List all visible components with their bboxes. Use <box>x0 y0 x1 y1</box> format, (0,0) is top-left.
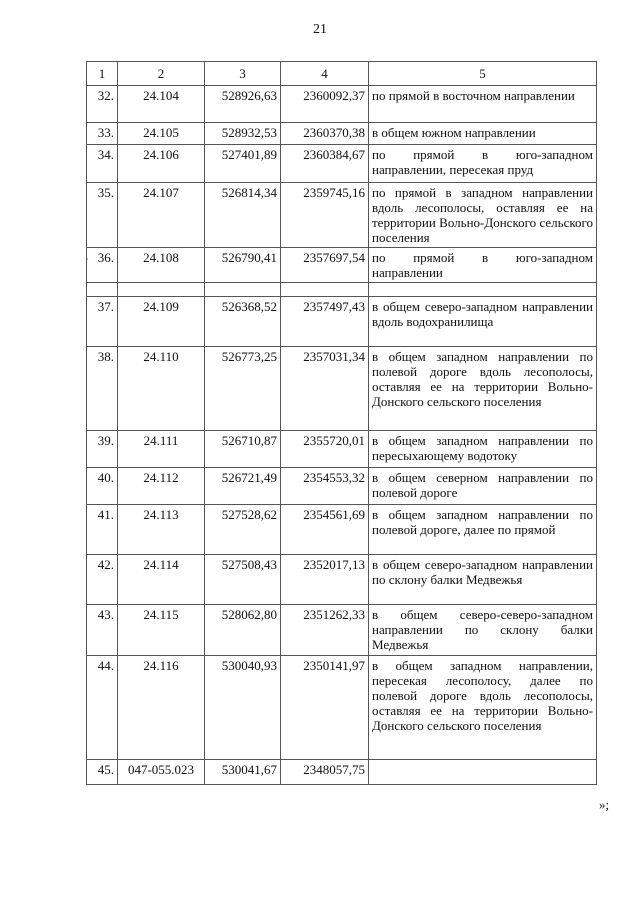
description-cell: в общем южном направлении <box>369 123 597 145</box>
point-id-cell: 24.115 <box>118 605 205 656</box>
table-row <box>87 248 597 283</box>
table-row <box>87 760 597 785</box>
description-cell: в общем северо-западном направлении по склону балки Медвежья <box>369 555 597 605</box>
table-row <box>87 86 597 123</box>
x-coordinate-cell: 527528,62 <box>205 505 281 555</box>
row-number-cell: 38. <box>87 347 118 431</box>
x-coordinate-cell: 528062,80 <box>205 605 281 656</box>
x-coordinate-cell: 526368,52 <box>205 297 281 347</box>
x-coordinate-cell: 528926,63 <box>205 86 281 123</box>
description-cell: в общем западном направлении по пересыхающему водотоку <box>369 431 597 468</box>
empty-cell <box>281 283 369 297</box>
description-cell: в общем западном направлении, пересекая лесополосу, далее по полевой дороге вдоль лесополосы, оставляя ее на территории Вольно-Донского сельского поселения <box>369 656 597 760</box>
description-cell: в общем северо-северо-западном направлении по склону балки Медвежья <box>369 605 597 656</box>
y-coordinate-cell: 2359745,16 <box>281 183 369 248</box>
x-coordinate-cell: 528932,53 <box>205 123 281 145</box>
header-cell: 1 <box>87 62 118 86</box>
y-coordinate-cell: 2348057,75 <box>281 760 369 785</box>
empty-cell <box>87 283 118 297</box>
y-coordinate-cell: 2354561,69 <box>281 505 369 555</box>
description-cell: в общем западном направлении по полевой дороге вдоль лесополосы, оставляя ее на территории Вольно-Донского сельского поселения <box>369 347 597 431</box>
table-row <box>87 145 597 183</box>
description-cell: в общем северо-западном направлении вдоль водохранилища <box>369 297 597 347</box>
row-number-cell: 34. <box>87 145 118 183</box>
header-cell: 4 <box>281 62 369 86</box>
y-coordinate-cell: 2355720,01 <box>281 431 369 468</box>
page-number: 21 <box>313 22 327 37</box>
row-number-cell: 44. <box>87 656 118 760</box>
point-id-cell: 24.104 <box>118 86 205 123</box>
row-number-cell: 41. <box>87 505 118 555</box>
y-coordinate-cell: 2357697,54 <box>281 248 369 283</box>
y-coordinate-cell: 2350141,97 <box>281 656 369 760</box>
description-cell <box>369 760 597 785</box>
point-id-cell: 24.111 <box>118 431 205 468</box>
point-id-cell: 24.113 <box>118 505 205 555</box>
y-coordinate-cell: 2360370,38 <box>281 123 369 145</box>
x-coordinate-cell: 530040,93 <box>205 656 281 760</box>
y-coordinate-cell: 2360384,67 <box>281 145 369 183</box>
point-id-cell: 24.106 <box>118 145 205 183</box>
spacer-row <box>87 283 597 297</box>
margin-mark: · <box>86 254 89 264</box>
description-cell: по прямой в западном направлении вдоль лесополосы, оставляя ее на территории Вольно-Донского сельского поселения <box>369 183 597 248</box>
y-coordinate-cell: 2357031,34 <box>281 347 369 431</box>
point-id-cell: 24.108 <box>118 248 205 283</box>
description-cell: по прямой в юго-западном направлении <box>369 248 597 283</box>
description-cell: в общем северном направлении по полевой дороге <box>369 468 597 505</box>
row-number-cell: 45. <box>87 760 118 785</box>
y-coordinate-cell: 2352017,13 <box>281 555 369 605</box>
header-cell: 5 <box>369 62 597 86</box>
point-id-cell: 047-055.023 <box>118 760 205 785</box>
y-coordinate-cell: 2354553,32 <box>281 468 369 505</box>
closing-quote-mark: »; <box>599 797 610 812</box>
x-coordinate-cell: 526721,49 <box>205 468 281 505</box>
x-coordinate-cell: 526790,41 <box>205 248 281 283</box>
x-coordinate-cell: 530041,67 <box>205 760 281 785</box>
x-coordinate-cell: 526814,34 <box>205 183 281 248</box>
table-row <box>87 183 597 248</box>
table-row <box>87 605 597 656</box>
row-number-cell: 35. <box>87 183 118 248</box>
y-coordinate-cell: 2360092,37 <box>281 86 369 123</box>
row-number-cell: 43. <box>87 605 118 656</box>
empty-cell <box>118 283 205 297</box>
x-coordinate-cell: 526773,25 <box>205 347 281 431</box>
table-row <box>87 431 597 468</box>
table-row <box>87 297 597 347</box>
point-id-cell: 24.105 <box>118 123 205 145</box>
row-number-cell: 39. <box>87 431 118 468</box>
point-id-cell: 24.110 <box>118 347 205 431</box>
point-id-cell: 24.109 <box>118 297 205 347</box>
x-coordinate-cell: 527401,89 <box>205 145 281 183</box>
empty-cell <box>369 283 597 297</box>
table-row <box>87 347 597 431</box>
header-cell: 3 <box>205 62 281 86</box>
x-coordinate-cell: 526710,87 <box>205 431 281 468</box>
boundary-coordinates-table <box>86 61 597 785</box>
y-coordinate-cell: 2357497,43 <box>281 297 369 347</box>
row-number-cell: 36. <box>87 248 118 283</box>
point-id-cell: 24.112 <box>118 468 205 505</box>
point-id-cell: 24.116 <box>118 656 205 760</box>
table-row <box>87 468 597 505</box>
row-number-cell: 33. <box>87 123 118 145</box>
header-cell: 2 <box>118 62 205 86</box>
row-number-cell: 32. <box>87 86 118 123</box>
x-coordinate-cell: 527508,43 <box>205 555 281 605</box>
table-row <box>87 123 597 145</box>
table-header-row <box>87 62 597 86</box>
point-id-cell: 24.107 <box>118 183 205 248</box>
y-coordinate-cell: 2351262,33 <box>281 605 369 656</box>
row-number-cell: 40. <box>87 468 118 505</box>
description-cell: по прямой в юго-западном направлении, пересекая пруд <box>369 145 597 183</box>
description-cell: в общем западном направлении по полевой дороге, далее по прямой <box>369 505 597 555</box>
table-row <box>87 555 597 605</box>
description-cell: по прямой в восточном направлении <box>369 86 597 123</box>
row-number-cell: 37. <box>87 297 118 347</box>
point-id-cell: 24.114 <box>118 555 205 605</box>
table-row <box>87 505 597 555</box>
table-row <box>87 656 597 760</box>
row-number-cell: 42. <box>87 555 118 605</box>
empty-cell <box>205 283 281 297</box>
